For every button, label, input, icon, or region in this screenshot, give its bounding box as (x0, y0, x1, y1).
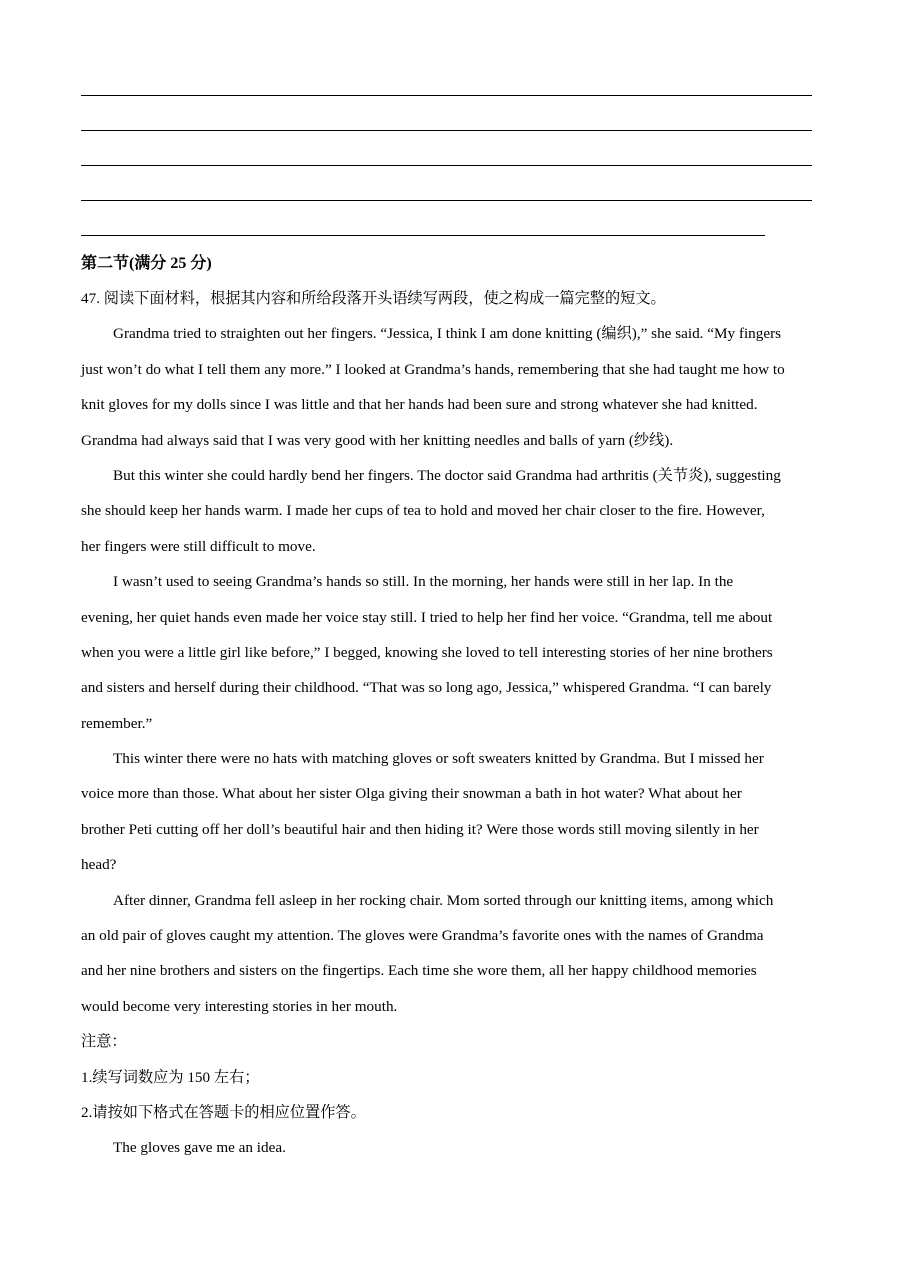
answer-line (81, 165, 812, 166)
passage-line: voice more than those. What about her sister Olga giving their snowman a bath in hot water? What about her (81, 785, 742, 803)
passage-line: head? (81, 856, 117, 874)
answer-line (81, 130, 812, 131)
answer-line (81, 235, 765, 236)
question-body (81, 281, 821, 1166)
passage-line: remember.” (81, 714, 153, 732)
passage-line: an old pair of gloves caught my attention. The gloves were Grandma’s favorite ones with the names of Grandma (81, 927, 764, 945)
passage-line: But this winter she could hardly bend her fingers. The doctor said Grandma had arthritis (关节炎), suggesting (113, 466, 781, 484)
notes-heading: 注意： (81, 1033, 127, 1051)
passage-line: when you were a little girl like before,” I begged, knowing she loved to tell interesting stories of her nine brothers (81, 643, 773, 661)
passage-line: and sisters and herself during their childhood. “That was so long ago, Jessica,” whispered Grandma. “I can barely (81, 679, 772, 697)
answer-line (81, 95, 812, 96)
continuation-opening: The gloves gave me an idea. (113, 1139, 286, 1157)
note-item: 1.续写词数应为 150 左右； (81, 1068, 260, 1086)
passage-line: Grandma had always said that I was very good with her knitting needles and balls of yarn (纱线). (81, 431, 674, 449)
passage-line: Grandma tried to straighten out her fingers. “Jessica, I think I am done knitting (编织),” she said. “My fingers (113, 325, 782, 343)
passage-line: would become very interesting stories in her mouth. (81, 997, 398, 1015)
passage-line: evening, her quiet hands even made her voice stay still. I tried to help her find her voice. “Grandma, tell me about (81, 608, 773, 626)
passage-line: and her nine brothers and sisters on the fingertips. Each time she wore them, all her happy childhood memories (81, 962, 757, 980)
answer-line (81, 200, 812, 201)
passage-line: her fingers were still difficult to move. (81, 537, 316, 555)
section-title: 第二节(满分 25 分) (81, 255, 212, 272)
passage-line: This winter there were no hats with matching gloves or soft sweaters knitted by Grandma. But I missed her (113, 750, 764, 768)
note-item: 2.请按如下格式在答题卡的相应位置作答。 (81, 1103, 366, 1121)
passage-line: brother Peti cutting off her doll’s beautiful hair and then hiding it? Were those words still moving silently in her (81, 820, 759, 838)
question-prompt: 47. 阅读下面材料，根据其内容和所给段落开头语续写两段，使之构成一篇完整的短文。 (81, 290, 666, 307)
passage-line: she should keep her hands warm. I made her cups of tea to hold and moved her chair closer to the fire. However, (81, 502, 765, 520)
passage-line: knit gloves for my dolls since I was little and that her hands had been sure and strong whatever she had knitted. (81, 396, 758, 414)
passage-line: After dinner, Grandma fell asleep in her rocking chair. Mom sorted through our knitting items, among which (113, 891, 774, 909)
passage-line: I wasn’t used to seeing Grandma’s hands so still. In the morning, her hands were still in her lap. In the (113, 573, 734, 591)
passage-line: just won’t do what I tell them any more.” I looked at Grandma’s hands, remembering that she had taught me how to (81, 360, 785, 378)
